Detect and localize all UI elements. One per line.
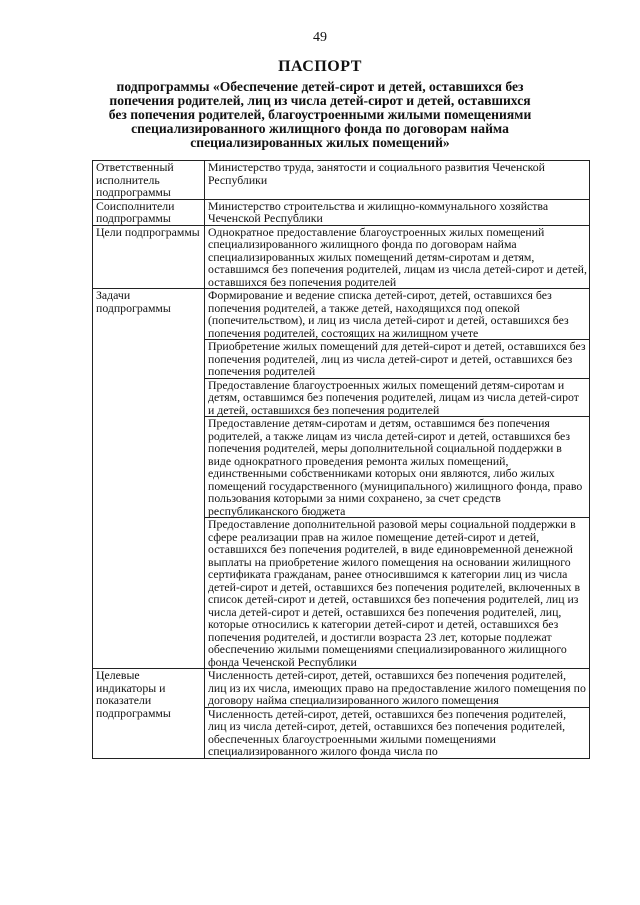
- indicator-item: Численность детей-сирот, детей, оставшихся без попечения родителей, лиц из их числа, имеющих право на предоставление жилого помещения по договору найма специализированного жилого помещения: [205, 669, 590, 708]
- row-content: Министерство труда, занятости и социального развития Чеченской Республики: [205, 161, 590, 200]
- row-label: Цели подпрограммы: [93, 225, 205, 289]
- table-row: [93, 669, 590, 708]
- table-row: [93, 199, 590, 225]
- passport-table: [92, 160, 590, 759]
- document-heading: ПАСПОРТ: [278, 58, 362, 75]
- page-number: 49: [313, 30, 327, 45]
- task-item: Предоставление благоустроенных жилых помещений детям-сиротам и детям, оставшимся без попечения родителей, лицам из числа детей-сирот и детей, оставшихся без попечения родителей: [205, 378, 590, 417]
- table-row: [93, 289, 590, 340]
- tasks-label: Задачи подпрограммы: [93, 289, 205, 669]
- table-row: [93, 225, 590, 289]
- table-row: [93, 161, 590, 200]
- task-item: Предоставление детям-сиротам и детям, оставшимся без попечения родителей, а также лицам из числа детей-сирот и детей, оставшихся без попечения родителей, меры дополнительной социальной поддержки в виде однократного проведения ремонта жилых помещений, единственными собственниками которых они являются, либо жилых помещений государственного (муниципального) жилищного фонда, право пользования которыми за ними сохранено, за счет средств республиканского бюджета: [205, 417, 590, 518]
- task-item: Формирование и ведение списка детей-сирот, детей, оставшихся без попечения родителей, а также детей, находящихся под опекой (попечительством), и лиц из числа детей-сирот и детей, оставшихся без попечения родителей, состоящих на жилищном учете: [205, 289, 590, 340]
- row-label: Соисполнители подпрограммы: [93, 199, 205, 225]
- row-content: Министерство строительства и жилищно-коммунального хозяйства Чеченской Республики: [205, 199, 590, 225]
- document-subtitle: подпрограммы «Обеспечение детей-сирот и детей, оставшихся без попечения родителей, лиц из числа детей-сирот и детей, оставшихся без попечения родителей, благоустроенными жилыми помещениями специализированного жилищного фонда по договорам найма специализированных жилых помещений»: [108, 79, 532, 150]
- row-content: Однократное предоставление благоустроенных жилых помещений специализированного жилищного фонда по договорам найма специализированных жилых помещений детям-сиротам и детям, оставшимся без попечения родителей, лицам из числа детей-сирот и детей, оставшихся без попечения родителей: [205, 225, 590, 289]
- indicators-label: Целевые индикаторы и показатели подпрограммы: [93, 669, 205, 759]
- row-label: Ответственный исполнитель подпрограммы: [93, 161, 205, 200]
- task-item: Приобретение жилых помещений для детей-сирот и детей, оставшихся без попечения родителей, лиц из числа детей-сирот и детей, оставшихся без попечения родителей: [205, 340, 590, 379]
- task-item: Предоставление дополнительной разовой меры социальной поддержки в сфере реализации прав на жилое помещение детей-сирот и детей, оставшихся без попечения родителей, в виде единовременной денежной выплаты на приобретение жилого помещения на основании жилищного сертификата гражданам, ранее относившимся к категории лиц из числа детей-сирот и детей, оставшихся без попечения родителей, включенных в список детей-сирот и детей, оставшихся без попечения родителей, лиц из числа детей-сирот и детей, оставшихся без попечения родителей, лиц, которые относились к категории детей-сирот и детей, оставшихся без попечения родителей, и достигли возраста 23 лет, которые подлежат обеспечению жилыми помещениями специализированного жилищного фонда Чеченской Республики: [205, 518, 590, 669]
- indicator-item: Численность детей-сирот, детей, оставшихся без попечения родителей, лиц из числа детей-сирот, детей, оставшихся без попечения родителей, обеспеченных благоустроенными жилыми помещениями специализированного жилого фонда числа по: [205, 707, 590, 758]
